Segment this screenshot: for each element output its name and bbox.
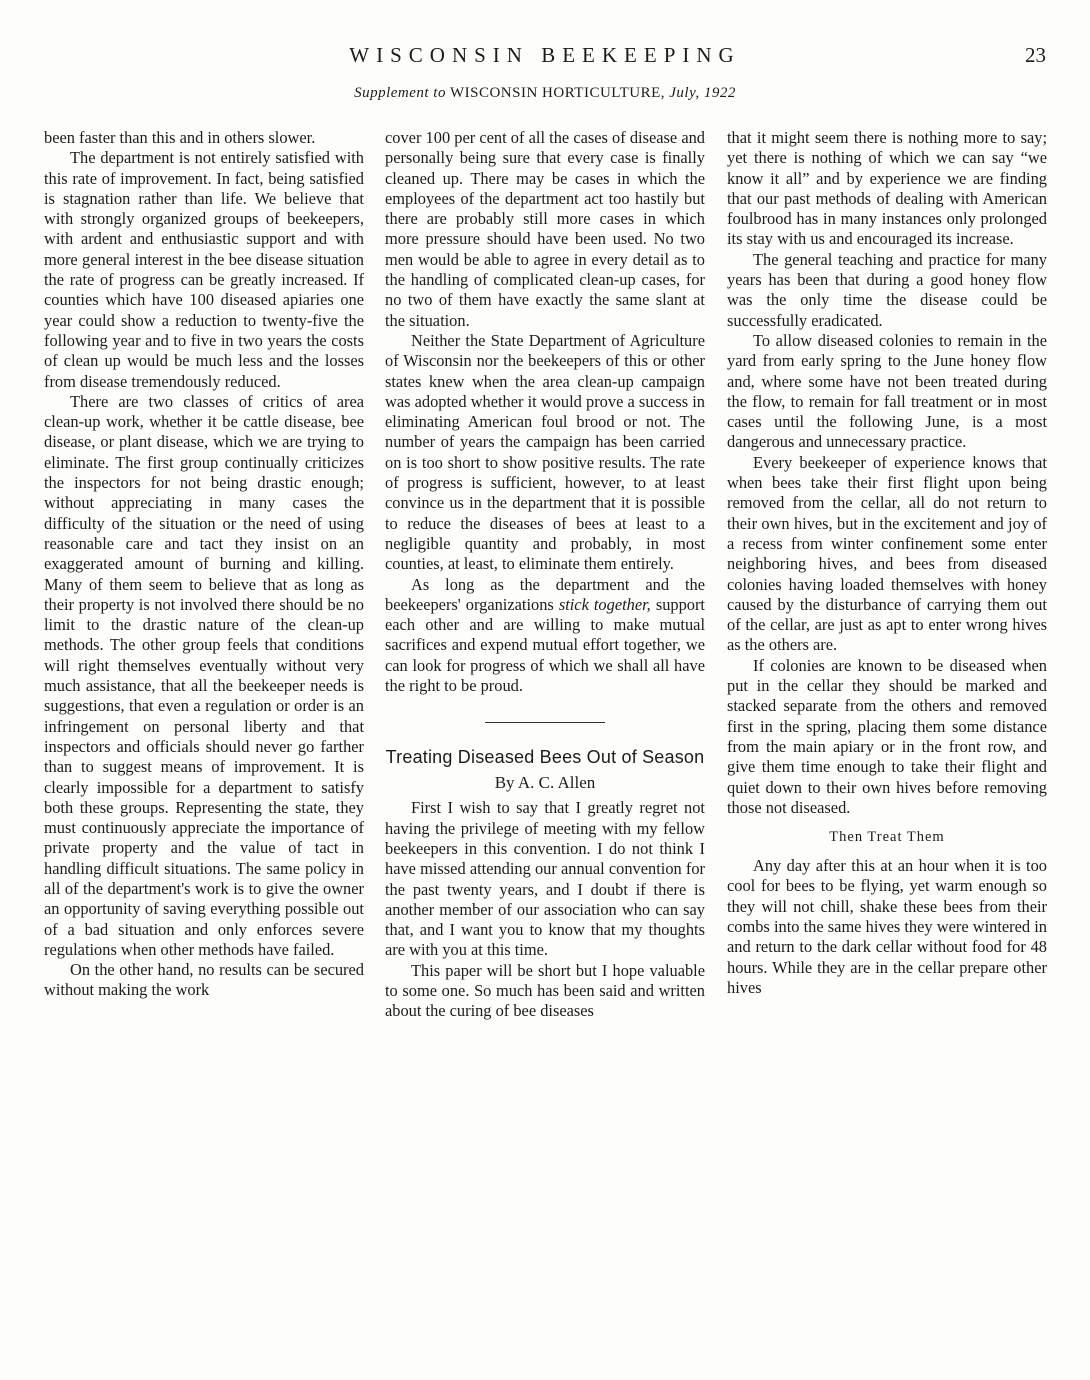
paragraph [385, 575, 705, 697]
paragraph: Neither the State Department of Agriculture of Wisconsin nor the beekeepers of this or other states knew when the area clean-up campaign was adopted whether it would prove a success in eliminating American foul brood or not. The number of years the campaign has been carried on is too short to show positive results. The rate of progress is sufficient, however, to at least convince us in the department that it is possible to reduce the diseases of bees at least to a negligible quantity and probably, in most counties, at least, to eliminate them entirely. [385, 330, 705, 574]
paragraph-text: support each other and are willing to make mutual sacrifices and expend mutual effort together, we can look for progress of which we shall all have the right to be proud. [385, 594, 705, 696]
page-number: 23 [1025, 43, 1046, 67]
paragraph: cover 100 per cent of all the cases of disease and personally being sure that every case is finally cleaned up. There may be cases in which the employees of the department act too hastily but there are probably still more cases in which more pressure should have been used. No two men would be able to agree in every detail as to the handling of complicated clean-up cases, for no two of them have exactly the same slant at the situation. [385, 128, 705, 330]
paragraph: that it might seem there is nothing more to say; yet there is nothing of which we can say “we know it all” and by experience we are finding that our past methods of dealing with American foulbrood has in many instances only prolonged its stay with us and encouraged its increase. [727, 128, 1047, 249]
paragraph: First I wish to say that I greatly regret not having the privilege of meeting with my fellow beekeepers in this convention. I do not think I have missed attending our annual convention for the past twenty years, and I doubt if there is another member of our association who can say that, and I want you to know that my thoughts are with you at this time. [385, 798, 705, 960]
emphasis-text: stick together, [558, 594, 651, 614]
article-byline: By A. C. Allen [494, 773, 596, 793]
section-divider [485, 722, 605, 723]
column-2 [385, 128, 705, 1360]
paragraph: On the other hand, no results can be secured without making the work [44, 960, 364, 1000]
paragraph: This paper will be short but I hope valuable to some one. So much has been said and written about the curing of bee diseases [385, 960, 705, 1021]
supplement-line [0, 84, 1090, 102]
section-subheading: Then Treat Them [829, 829, 945, 846]
journal-title: WISCONSIN BEEKEEPING [349, 43, 741, 67]
paragraph-text: As long as the department and the beekeepers' organizations [385, 574, 705, 614]
supplement-prefix: Supplement to [354, 85, 446, 101]
paragraph: Every beekeeper of experience knows that when bees take their first flight upon being removed from the cellar, all do not return to their own hives, but in the excitement and joy of a recess from winter confinement some enter neighboring hives, and bees from diseased colonies having loaded themselves with honey caused by the disturbance of carrying them out of the cellar, are just as apt to enter wrong hives as the others are. [727, 452, 1047, 655]
page-header [0, 0, 1090, 110]
supplement-date: July, 1922 [669, 85, 736, 101]
paragraph: been faster than this and in others slower. [44, 128, 316, 147]
article-title: Treating Diseased Bees Out of Season [385, 747, 705, 768]
paragraph: The department is not entirely satisfied with this rate of improvement. In fact, being satisfied is stagnation rather than life. We believe that with strongly organized groups of beekeepers, with ardent and enthusiastic support and with more general interest in the bee disease situation the rate of progress can be greatly increased. If counties which have 100 diseased apiaries one year could show a reduction to twenty-five the following year and to five in two years the costs of clean up would be much less and the losses from disease tremendously reduced. [44, 148, 364, 391]
paragraph: To allow diseased colonies to remain in the yard from early spring to the June honey flow and, where some have not been treated during the flow, to remain for fall treatment or in most cases until the following June, is a most dangerous and unnecessary practice. [727, 330, 1047, 452]
paragraph: If colonies are known to be diseased when put in the cellar they should be marked and stacked separate from the others and removed first in the spring, placing them some distance from the main apiary or in the front row, and give them time enough to take their flight and quiet down to their own hives before removing those not diseased. [727, 655, 1047, 817]
column-1 [44, 128, 364, 1360]
article-columns [44, 128, 1049, 1360]
supplement-title: WISCONSIN HORTICULTURE, [449, 85, 666, 101]
paragraph: The general teaching and practice for many years has been that during a good honey flow was the only time the disease could be successfully eradicated. [727, 249, 1047, 330]
column-3 [727, 128, 1047, 1360]
paragraph: Any day after this at an hour when it is too cool for bees to be flying, yet warm enough so they will not chill, shake these bees from their combs into the same hives they were wintered in and return to the dark cellar without food for 48 hours. While they are in the cellar prepare other hives [727, 856, 1047, 997]
paragraph: There are two classes of critics of area clean-up work, whether it be cattle disease, bee disease, or plant disease, which we are trying to eliminate. The first group continually criticizes the inspectors for not being drastic enough; without appreciating in many cases the difficulty of the situation or the need of using reasonable care and tact they insist on an exaggerated amount of burning and killing. Many of them seem to believe that as long as their property is not involved there should be no limit to the drastic nature of the clean-up methods. The other group feels that conditions will right themselves eventually without very much assistance, that all the beekeeper needs is suggestions, that even a regulation or order is an infringement on personal liberty and that inspectors and officials should never go farther than to suggest means of improvement. It is clearly impossible for a department to satisfy both these groups. Representing the state, they must continuously appreciate the importance of private property and the value of tact in handling difficult situations. The same policy in all of the department's work is to give the owner an opportunity of saving everything possible out of a bad situation and only enforces severe regulations when other methods have failed. [44, 391, 364, 959]
